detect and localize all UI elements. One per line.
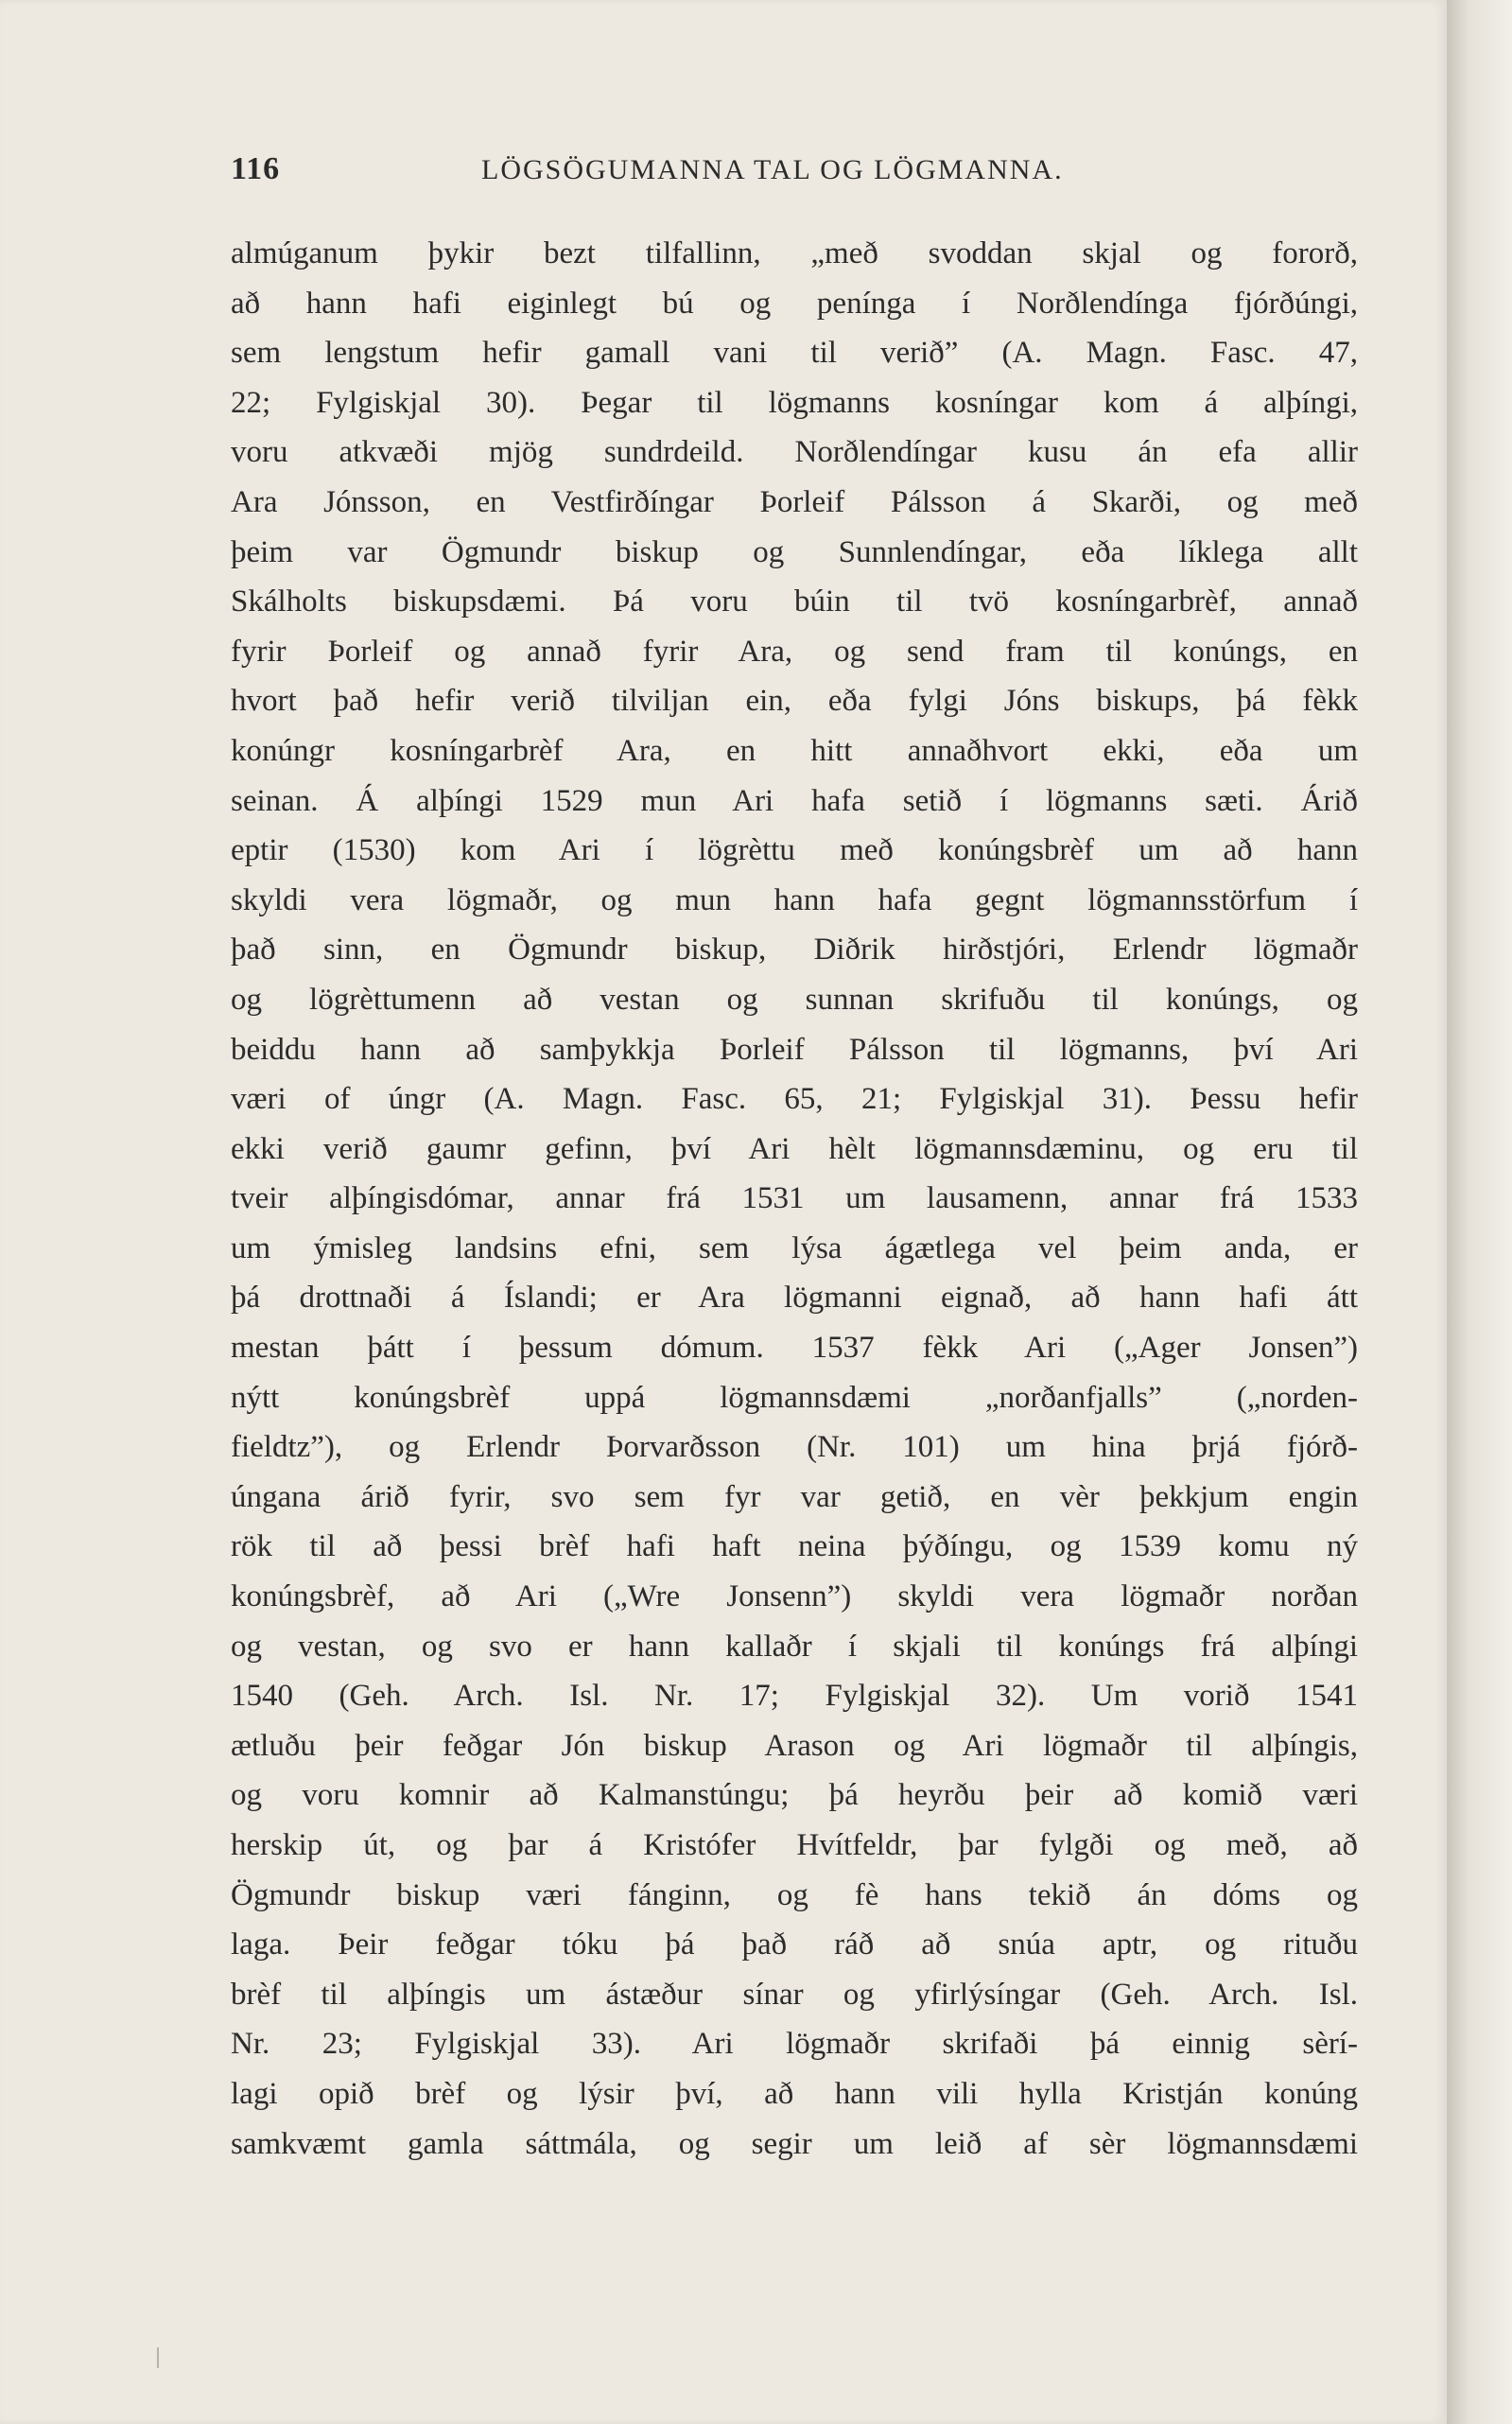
text-line: Skálholts biskupsdæmi. Þá voru búin til tvö kosníngarbrèf, annað — [231, 584, 1358, 619]
text-line: skyldi vera lögmaðr, og mun hann hafa gegnt lögmannsstörfum í — [231, 882, 1358, 917]
text-line: úngana árið fyrir, svo sem fyr var getið, en vèr þekkjum engin — [231, 1479, 1358, 1514]
text-line: og vestan, og svo er hann kallaðr í skjali til konúngs frá alþíngi — [231, 1629, 1358, 1664]
text-line: Ara Jónsson, en Vestfirðíngar Þorleif Pálsson á Skarði, og með — [231, 484, 1358, 519]
text-line: 22; Fylgiskjal 30). Þegar til lögmanns kosníngar kom á alþíngi, — [231, 385, 1358, 420]
text-line: tveir alþíngisdómar, annar frá 1531 um lausamenn, annar frá 1533 — [231, 1181, 1358, 1216]
text-line: þeim var Ögmundr biskup og Sunnlendíngar, eða líklega allt — [231, 534, 1358, 569]
text-line: hvort það hefir verið tilviljan ein, eða fylgi Jóns biskups, þá fèkk — [231, 684, 1358, 719]
running-title: LÖGSÖGUMANNA TAL OG LÖGMANNA. — [481, 154, 1064, 185]
text-line: þá drottnaði á Íslandi; er Ara lögmanni eignað, að hann hafi átt — [231, 1281, 1358, 1316]
text-line: konúngsbrèf, að Ari („Wre Jonsenn”) skyldi vera lögmaðr norðan — [231, 1579, 1358, 1614]
page-edge — [1447, 0, 1512, 2424]
text-line: herskip út, og þar á Kristófer Hvítfeldr, þar fylgði og með, að — [231, 1828, 1358, 1862]
text-line: lagi opið brèf og lýsir því, að hann vili hylla Kristján konúng — [231, 2076, 1358, 2111]
text-line: samkvæmt gamla sáttmála, og segir um leið af sèr lögmannsdæmi — [231, 2126, 1358, 2161]
text-line: sem lengstum hefir gamall vani til verið” (A. Magn. Fasc. 47, — [231, 336, 1358, 371]
text-line: eptir (1530) kom Ari í lögrèttu með konúngsbrèf um að hann — [231, 833, 1358, 868]
text-line: rök til að þessi brèf hafi haft neina þýðíngu, og 1539 komu ný — [231, 1529, 1358, 1564]
text-line: ekki verið gaumr gefinn, því Ari hèlt lögmannsdæminu, og eru til — [231, 1131, 1358, 1166]
text-line: væri of úngr (A. Magn. Fasc. 65, 21; Fylgiskjal 31). Þessu hefir — [231, 1082, 1358, 1117]
text-line: konúngr kosníngarbrèf Ara, en hitt annaðhvort ekki, eða um — [231, 733, 1358, 768]
text-line: það sinn, en Ögmundr biskup, Diðrik hirðstjóri, Erlendr lögmaðr — [231, 933, 1358, 968]
text-line: fieldtz”), og Erlendr Þorvarðsson (Nr. 101) um hina þrjá fjórð- — [231, 1430, 1358, 1465]
text-line: mestan þátt í þessum dómum. 1537 fèkk Ari („Ager Jonsen”) — [231, 1331, 1358, 1366]
text-line: um ýmisleg landsins efni, sem lýsa ágætlega vel þeim anda, er — [231, 1230, 1358, 1265]
text-line: voru atkvæði mjög sundrdeild. Norðlendíngar kusu án efa allir — [231, 435, 1358, 470]
text-line: og lögrèttumenn að vestan og sunnan skrifuðu til konúngs, og — [231, 982, 1358, 1017]
text-line: að hann hafi eiginlegt bú og penínga í Norðlendínga fjórðúngi, — [231, 286, 1358, 321]
text-line: Nr. 23; Fylgiskjal 33). Ari lögmaðr skrifaði þá einnig sèrí- — [231, 2027, 1358, 2062]
text-line: 1540 (Geh. Arch. Isl. Nr. 17; Fylgiskjal 32). Um vorið 1541 — [231, 1679, 1358, 1714]
text-line: og voru komnir að Kalmanstúngu; þá heyrðu þeir að komið væri — [231, 1778, 1358, 1813]
paper-mark — [157, 2347, 159, 2368]
text-line: nýtt konúngsbrèf uppá lögmannsdæmi „norðanfjalls” („norden- — [231, 1380, 1358, 1415]
text-line: ætluðu þeir feðgar Jón biskup Arason og Ari lögmaðr til alþíngis, — [231, 1728, 1358, 1763]
text-line: seinan. Á alþíngi 1529 mun Ari hafa setið í lögmanns sæti. Árið — [231, 783, 1358, 818]
text-line: almúganum þykir bezt tilfallinn, „með svoddan skjal og fororð, — [231, 236, 1358, 270]
page-header — [231, 149, 1358, 189]
page-number: 116 — [231, 151, 281, 186]
text-line: beiddu hann að samþykkja Þorleif Pálsson til lögmanns, því Ari — [231, 1032, 1358, 1067]
text-line: fyrir Þorleif og annað fyrir Ara, og send fram til konúngs, en — [231, 634, 1358, 669]
text-line: Ögmundr biskup væri fánginn, og fè hans tekið án dóms og — [231, 1877, 1358, 1912]
text-line: brèf til alþíngis um ástæður sínar og yfirlýsíngar (Geh. Arch. Isl. — [231, 1977, 1358, 2012]
text-line: laga. Þeir feðgar tóku þá það ráð að snúa aptr, og rituðu — [231, 1927, 1358, 1962]
body-text — [231, 229, 1358, 2169]
